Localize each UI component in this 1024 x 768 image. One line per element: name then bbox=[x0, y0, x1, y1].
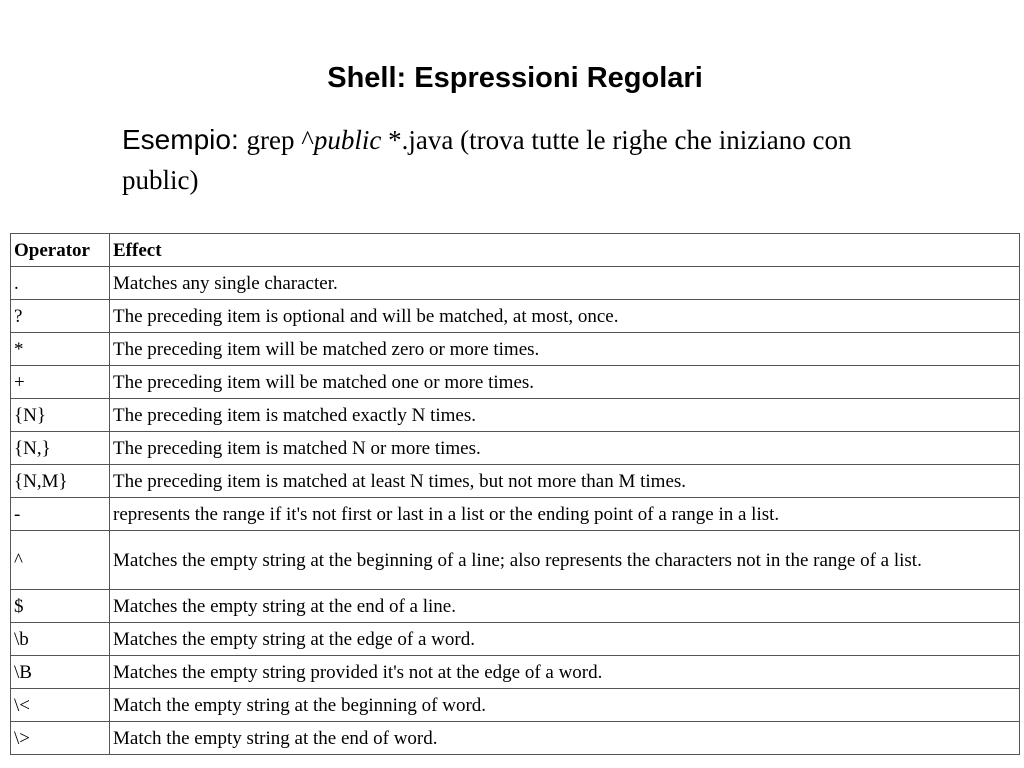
operator-cell: \> bbox=[11, 722, 110, 755]
operator-cell: $ bbox=[11, 590, 110, 623]
table-header-row bbox=[11, 234, 1020, 267]
effect-column-header: Effect bbox=[110, 234, 1020, 267]
effect-cell: Match the empty string at the end of word. bbox=[110, 722, 1020, 755]
table-row bbox=[11, 656, 1020, 689]
operator-cell: + bbox=[11, 366, 110, 399]
effect-cell: Matches the empty string at the beginning of a line; also represents the characters not in the range of a list. bbox=[110, 531, 1020, 590]
effect-cell: The preceding item will be matched one or more times. bbox=[110, 366, 1020, 399]
table-row bbox=[11, 689, 1020, 722]
regex-operators-table bbox=[10, 233, 1020, 755]
table-row bbox=[11, 623, 1020, 656]
example-label: Esempio: bbox=[122, 124, 247, 155]
operator-cell: {N,M} bbox=[11, 465, 110, 498]
effect-cell: represents the range if it's not first or last in a list or the ending point of a range in a list. bbox=[110, 498, 1020, 531]
operator-cell: ? bbox=[11, 300, 110, 333]
effect-cell: The preceding item is matched N or more times. bbox=[110, 432, 1020, 465]
table-row bbox=[11, 333, 1020, 366]
table-row bbox=[11, 531, 1020, 590]
operator-cell: \B bbox=[11, 656, 110, 689]
table-row bbox=[11, 465, 1020, 498]
operator-cell: {N,} bbox=[11, 432, 110, 465]
example-description: *.java (trova tutte le righe che iniziano con public) bbox=[122, 125, 852, 195]
operator-cell: * bbox=[11, 333, 110, 366]
effect-cell: The preceding item is matched at least N times, but not more than M times. bbox=[110, 465, 1020, 498]
slide-title: Shell: Espressioni Regolari bbox=[327, 62, 703, 94]
table-row bbox=[11, 300, 1020, 333]
operator-cell: \b bbox=[11, 623, 110, 656]
effect-cell: The preceding item is optional and will be matched, at most, once. bbox=[110, 300, 1020, 333]
example-command-italic: public bbox=[313, 125, 382, 155]
table-row bbox=[11, 399, 1020, 432]
effect-cell: The preceding item is matched exactly N times. bbox=[110, 399, 1020, 432]
operator-cell: ^ bbox=[11, 531, 110, 590]
table-row bbox=[11, 366, 1020, 399]
table-row bbox=[11, 722, 1020, 755]
table-row bbox=[11, 590, 1020, 623]
effect-cell: Matches any single character. bbox=[110, 267, 1020, 300]
operator-cell: \< bbox=[11, 689, 110, 722]
operator-cell: {N} bbox=[11, 399, 110, 432]
effect-cell: Matches the empty string at the edge of a word. bbox=[110, 623, 1020, 656]
effect-cell: Matches the empty string provided it's not at the edge of a word. bbox=[110, 656, 1020, 689]
table-row bbox=[11, 267, 1020, 300]
effect-cell: Match the empty string at the beginning of word. bbox=[110, 689, 1020, 722]
example-text bbox=[122, 120, 912, 200]
operator-cell: - bbox=[11, 498, 110, 531]
table-row bbox=[11, 432, 1020, 465]
operator-column-header: Operator bbox=[11, 234, 110, 267]
effect-cell: The preceding item will be matched zero or more times. bbox=[110, 333, 1020, 366]
example-command: grep ^ bbox=[246, 125, 314, 155]
operator-cell: . bbox=[11, 267, 110, 300]
table-row bbox=[11, 498, 1020, 531]
effect-cell: Matches the empty string at the end of a line. bbox=[110, 590, 1020, 623]
